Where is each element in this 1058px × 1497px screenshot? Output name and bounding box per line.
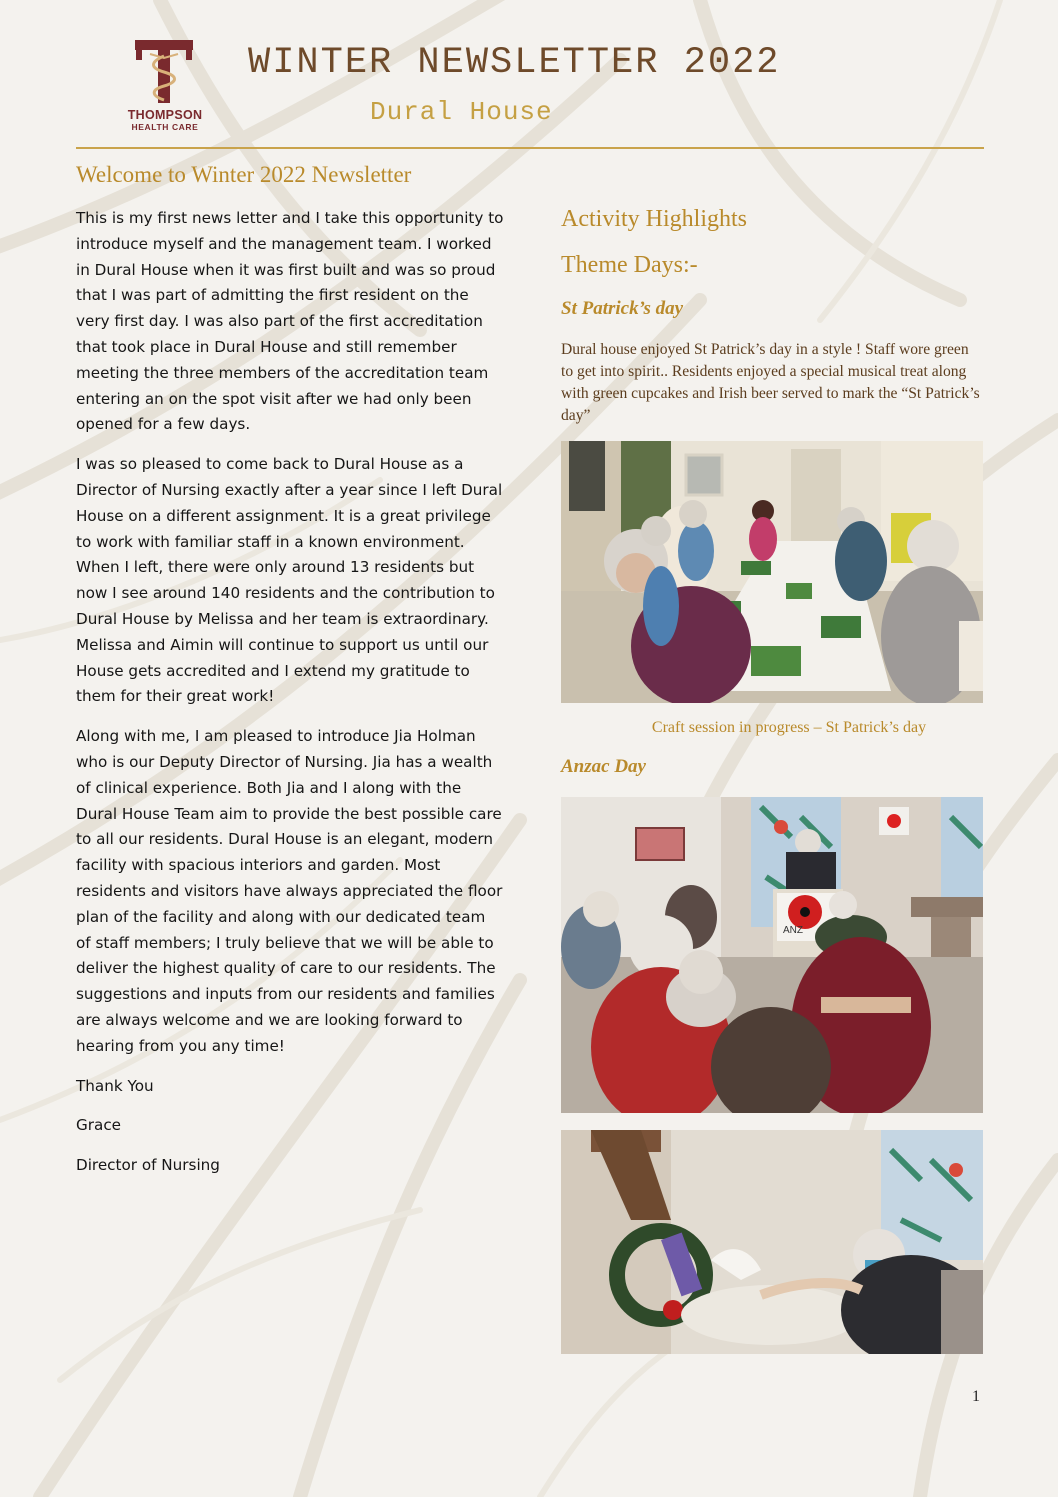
welcome-letter	[76, 206, 504, 1193]
anzac-service-photo	[561, 797, 983, 1113]
welcome-paragraph-3: Along with me, I am pleased to introduce Jia Holman who is our Deputy Director of Nursing. Jia has a wealth of clinical experience. Both Jia and I along with the Dural House Team aim to provide the best possible care to all our residents. Dural House is an elegant, modern facility with spacious interiors and garden. Most residents and visitors have always appreciated the floor plan of the facility and along with our dedicated team of staff members; I truly believe that we will be able to deliver the highest quality of care to our residents. The suggestions and inputs from our residents and families are always welcome and we are looking forward to hearing from you any time!	[76, 727, 503, 1055]
st-patricks-heading: St Patrick’s day	[561, 298, 684, 319]
newsletter-title: WINTER NEWSLETTER 2022	[248, 42, 781, 84]
thank-you-line: Thank You	[76, 1076, 154, 1095]
newsletter-subtitle: Dural House	[370, 97, 553, 127]
activity-highlights-heading: Activity Highlights	[561, 206, 747, 232]
signature-name: Grace	[76, 1116, 122, 1135]
st-patricks-description: Dural house enjoyed St Patrick’s day in a style ! Staff wore green to get into spirit.. Residents enjoyed a special musical treat along with green cupcakes and Irish beer served to mark the “St Patrick’s day”	[561, 341, 980, 424]
welcome-heading: Welcome to Winter 2022 Newsletter	[76, 162, 412, 187]
lectern-sign-text: ANZ	[783, 925, 803, 936]
logo-subtitle: HEALTH CARE	[131, 122, 199, 132]
caduceus-t-icon	[110, 38, 220, 108]
welcome-paragraph-2: I was so pleased to come back to Dural House as a Director of Nursing exactly after a year since I left Dural House on a different assignment. It is a great privilege to work with familiar staff in a known environment. When I left, there were only around 13 residents but now I see around 140 residents and the contribution to Dural House by Melissa and her team is extraordinary. Melissa and Aimin will continue to support us until our House gets accredited and I extend my gratitude to them for their great work!	[76, 455, 503, 706]
craft-session-photo	[561, 441, 983, 703]
anzac-day-heading: Anzac Day	[561, 756, 646, 777]
welcome-paragraph-1: This is my first news letter and I take this opportunity to introduce myself and the management team. I worked in Dural House when it was first built and was so proud that I was part of admitting the first resident on the very first day. I was also part of the first accreditation that took place in Dural House and still remember meeting the three members of the accreditation team entering an on the spot visit after we had only been opened for a few days.	[76, 209, 504, 434]
craft-session-caption: Craft session in progress – St Patrick’s day	[651, 719, 927, 736]
page-number: 1	[972, 1388, 980, 1405]
signature-title: Director of Nursing	[76, 1156, 220, 1175]
theme-days-heading: Theme Days:-	[561, 252, 698, 278]
header-divider	[76, 147, 984, 149]
thompson-health-care-logo	[110, 38, 220, 134]
logo-name: THOMPSON	[127, 108, 203, 122]
anzac-wreath-photo	[561, 1130, 983, 1354]
